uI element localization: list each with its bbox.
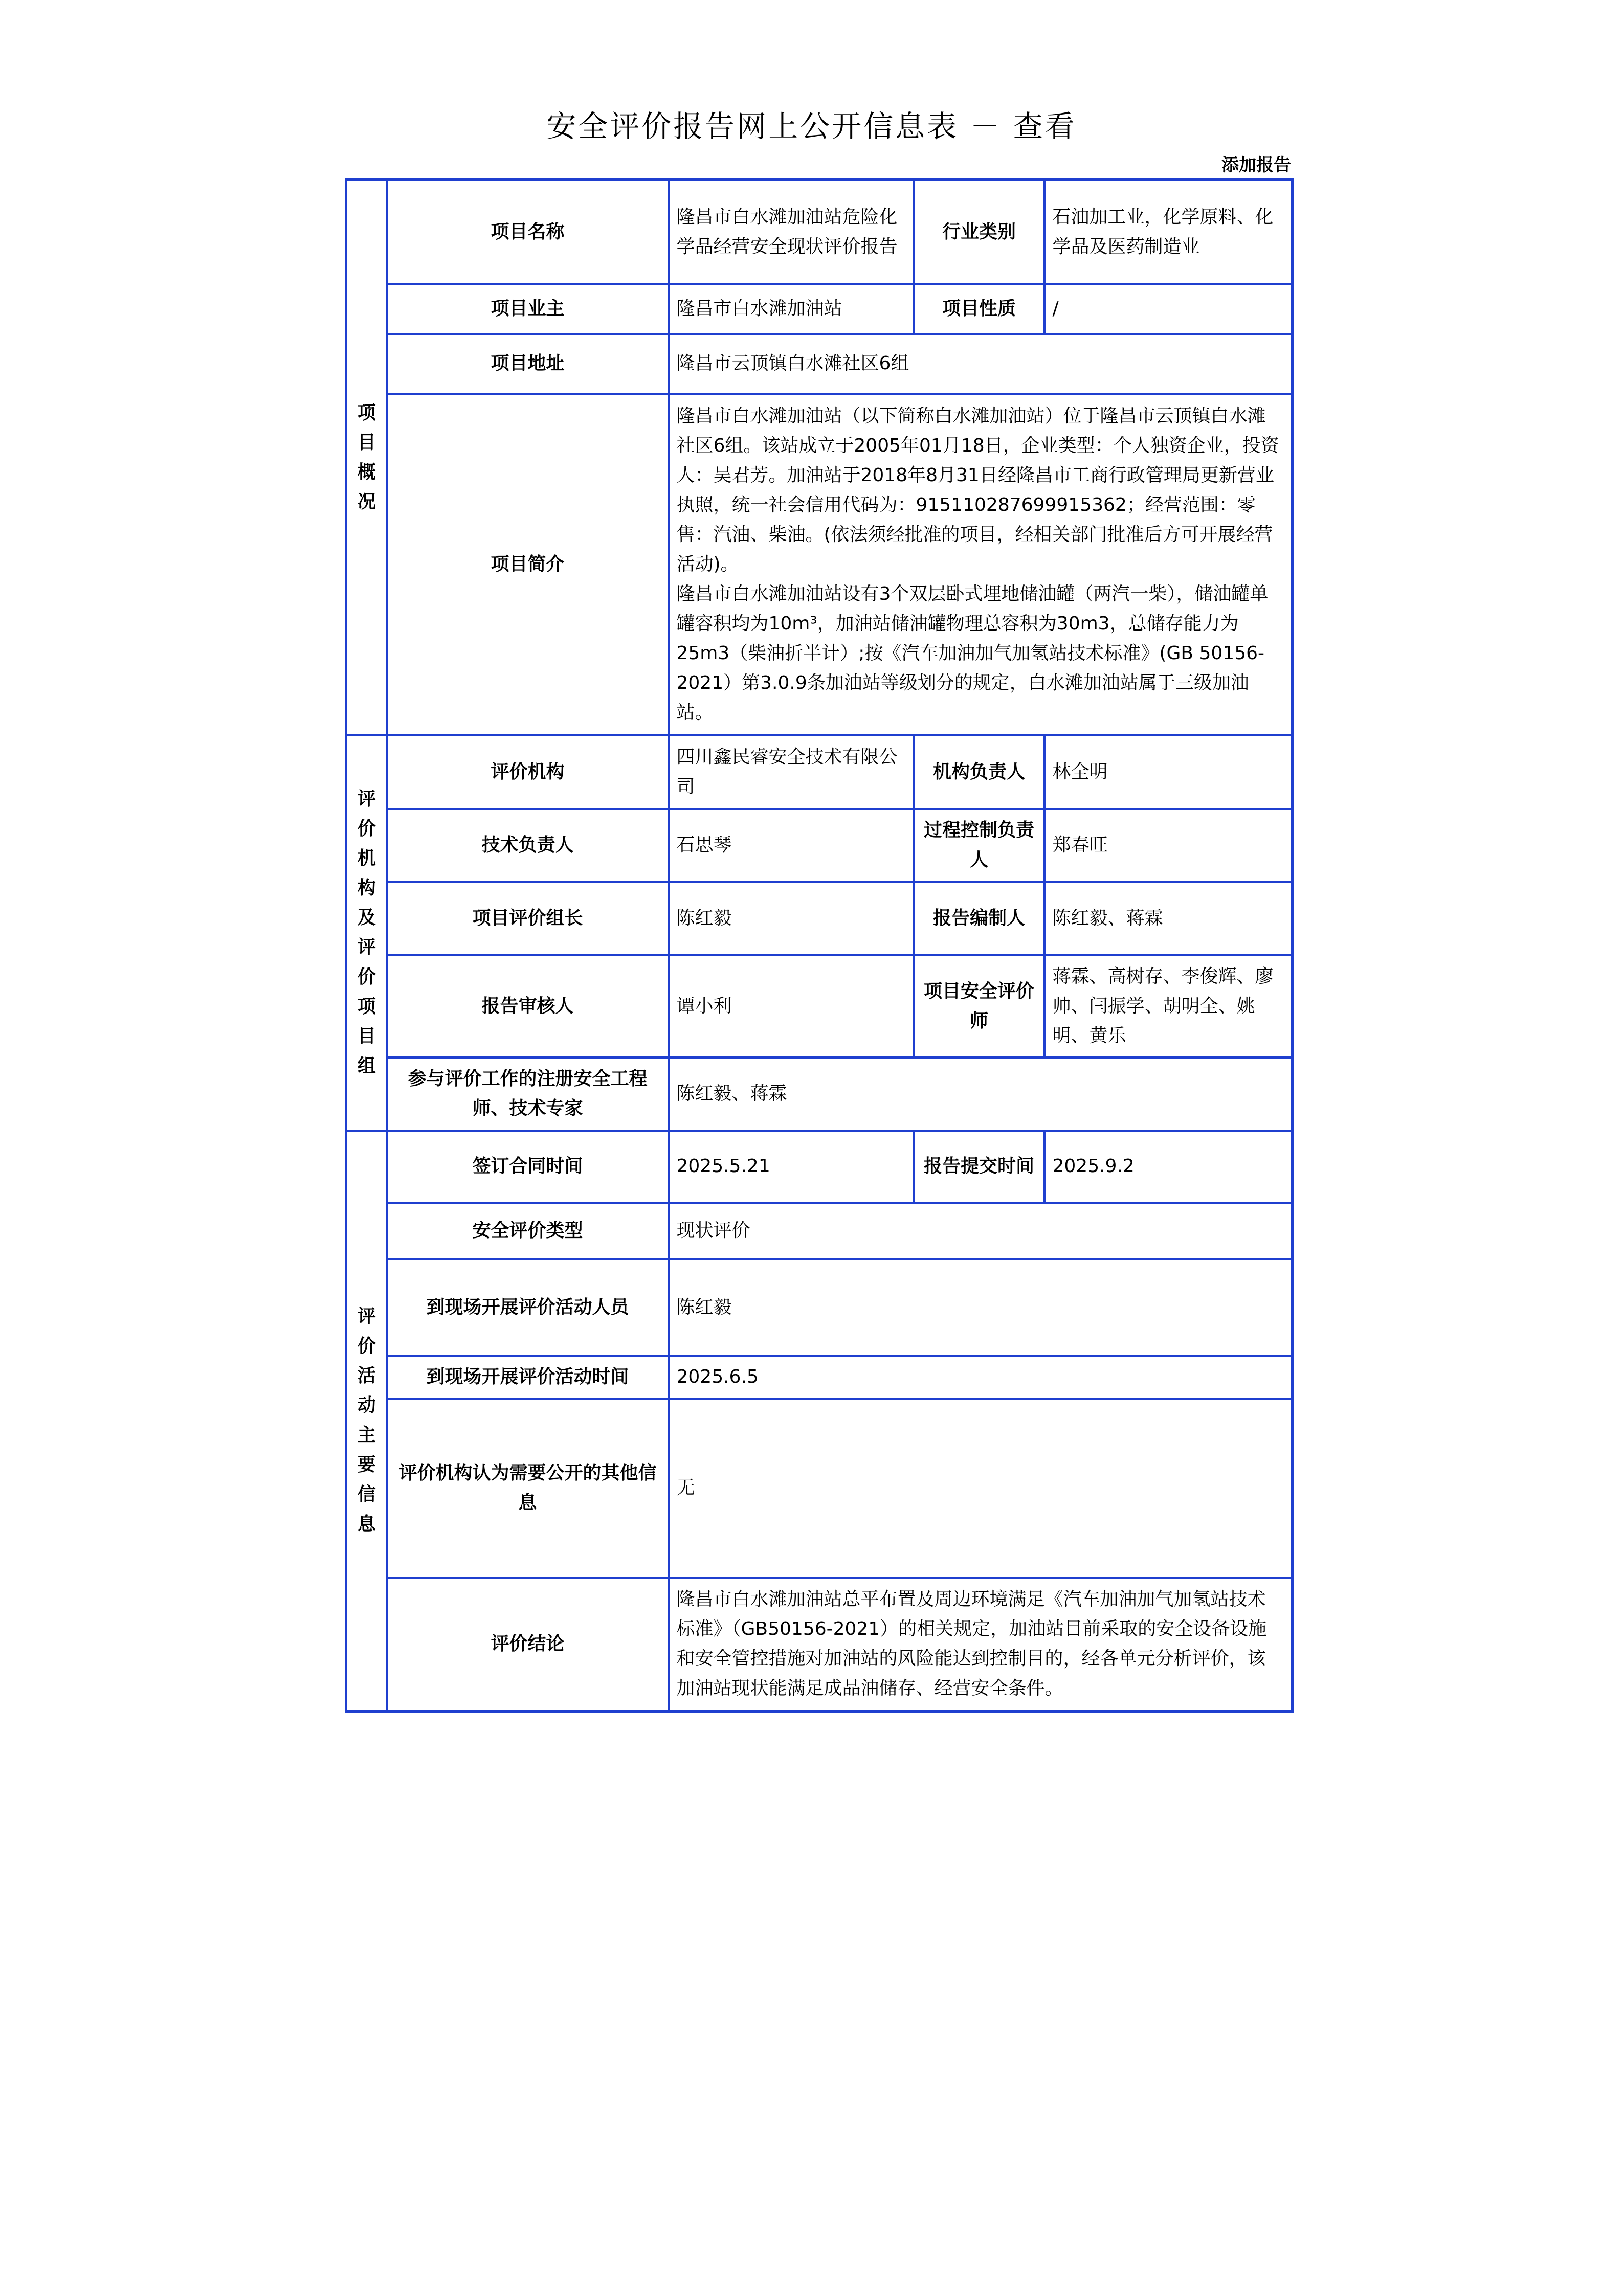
section-char: 目 — [357, 432, 376, 453]
section-char: 评 — [357, 1306, 376, 1327]
project-intro-label: 项目简介 — [387, 394, 669, 735]
tech-head-label: 技术负责人 — [387, 809, 669, 882]
section-char: 价 — [357, 1336, 376, 1357]
table-row — [346, 1356, 1293, 1399]
tech-head-value: 石思琴 — [669, 809, 914, 882]
agency-label: 评价机构 — [387, 735, 669, 809]
section-activity-label — [346, 1131, 387, 1712]
contract-date-value: 2025.5.21 — [669, 1131, 914, 1203]
team-leader-value: 陈红毅 — [669, 882, 914, 955]
submit-date-label: 报告提交时间 — [914, 1131, 1044, 1203]
team-leader-label: 项目评价组长 — [387, 882, 669, 955]
compiler-label: 报告编制人 — [914, 882, 1044, 955]
add-report-link[interactable]: 添加报告 — [1221, 155, 1291, 175]
info-table — [345, 178, 1294, 1713]
project-nature-label: 项目性质 — [914, 284, 1044, 334]
table-row — [346, 1131, 1293, 1203]
section-char: 组 — [357, 1055, 376, 1076]
process-head-value: 郑春旺 — [1044, 809, 1293, 882]
process-head-label: 过程控制负责人 — [914, 809, 1044, 882]
project-name-label: 项目名称 — [387, 180, 669, 284]
agency-head-value: 林全明 — [1044, 735, 1293, 809]
industry-value: 石油加工业，化学原料、化学品及医药制造业 — [1044, 180, 1293, 284]
section-char: 项 — [357, 996, 376, 1017]
section-org-label — [346, 735, 387, 1131]
reviewer-value: 谭小利 — [669, 955, 914, 1057]
agency-value: 四川鑫民睿安全技术有限公司 — [669, 735, 914, 809]
table-row — [346, 882, 1293, 955]
section-char: 况 — [357, 491, 376, 512]
project-name-value: 隆昌市白水滩加油站危险化学品经营安全现状评价报告 — [669, 180, 914, 284]
agency-head-label: 机构负责人 — [914, 735, 1044, 809]
table-row — [346, 735, 1293, 809]
engineers-value: 陈红毅、蒋霖 — [669, 1057, 1293, 1131]
table-row — [346, 1057, 1293, 1131]
table-row — [346, 1399, 1293, 1578]
table-row — [346, 1203, 1293, 1259]
assessors-label: 项目安全评价师 — [914, 955, 1044, 1057]
project-intro-value — [669, 394, 1293, 735]
section-char: 及 — [357, 907, 376, 928]
intro-paragraph: 隆昌市白水滩加油站（以下简称白水滩加油站）位于隆昌市云顶镇白水滩社区6组。该站成立于2005年01月18日，企业类型：个人独资企业，投资人：吴君芳。加油站于2018年8月31日经隆昌市工商行政管理局更新营业执照，统一社会信用代码为：915110287699915362；经营范围：零售：汽油、柴油。(依法须经批准的项目，经相关部门批准后方可开展经营活动)。 — [676, 405, 1279, 575]
section-char: 项 — [357, 402, 376, 423]
site-date-label: 到现场开展评价活动时间 — [387, 1356, 669, 1399]
table-row — [346, 809, 1293, 882]
contract-date-label: 签订合同时间 — [387, 1131, 669, 1203]
table-row — [346, 1259, 1293, 1356]
intro-paragraph: 隆昌市白水滩加油站设有3个双层卧式埋地储油罐（两汽一柴），储油罐单罐容积均为10m³，加油站储油罐物理总容积为30m3，总储存能力为25m3（柴油折半计）;按《汽车加油加气加氢站技术标准》(GB 50156-2021）第3.0.9条加油站等级划分的规定，白水滩加油站属于三级加油站。 — [676, 583, 1269, 723]
section-char: 评 — [357, 937, 376, 958]
site-date-value: 2025.6.5 — [669, 1356, 1293, 1399]
project-address-value: 隆昌市云顶镇白水滩社区6组 — [669, 334, 1293, 394]
site-people-label: 到现场开展评价活动人员 — [387, 1259, 669, 1356]
compiler-value: 陈红毅、蒋霖 — [1044, 882, 1293, 955]
conclusion-label: 评价结论 — [387, 1578, 669, 1712]
section-char: 信 — [357, 1484, 376, 1505]
project-owner-label: 项目业主 — [387, 284, 669, 334]
submit-date-value: 2025.9.2 — [1044, 1131, 1293, 1203]
conclusion-value: 隆昌市白水滩加油站总平布置及周边环境满足《汽车加油加气加氢站技术标准》（GB50156-2021）的相关规定，加油站目前采取的安全设备设施和安全管控措施对加油站的风险能达到控制目的，经各单元分析评价，该加油站现状能满足成品油储存、经营安全条件。 — [669, 1578, 1293, 1712]
engineers-label: 参与评价工作的注册安全工程师、技术专家 — [387, 1057, 669, 1131]
section-char: 构 — [357, 877, 376, 898]
reviewer-label: 报告审核人 — [387, 955, 669, 1057]
eval-type-label: 安全评价类型 — [387, 1203, 669, 1259]
assessors-value: 蒋霖、高树存、李俊辉、廖帅、闫振学、胡明全、姚明、黄乐 — [1044, 955, 1293, 1057]
table-row — [346, 1578, 1293, 1712]
industry-label: 行业类别 — [914, 180, 1044, 284]
section-char: 活 — [357, 1365, 376, 1387]
section-char: 动 — [357, 1395, 376, 1416]
section-char: 概 — [357, 461, 376, 483]
table-row — [346, 334, 1293, 394]
section-char: 价 — [357, 966, 376, 987]
section-char: 主 — [357, 1425, 376, 1446]
section-char: 机 — [357, 848, 376, 869]
project-address-label: 项目地址 — [387, 334, 669, 394]
section-char: 价 — [357, 818, 376, 839]
other-info-value: 无 — [669, 1399, 1293, 1578]
section-char: 息 — [357, 1514, 376, 1535]
table-row — [346, 284, 1293, 334]
other-info-label: 评价机构认为需要公开的其他信息 — [387, 1399, 669, 1578]
project-nature-value: / — [1044, 284, 1293, 334]
eval-type-value: 现状评价 — [669, 1203, 1293, 1259]
page-title: 安全评价报告网上公开信息表 － 查看 — [546, 109, 1077, 144]
table-row — [346, 394, 1293, 735]
section-char: 目 — [357, 1026, 376, 1047]
table-row — [346, 180, 1293, 284]
section-char: 评 — [357, 789, 376, 809]
section-char: 要 — [357, 1454, 376, 1476]
site-people-value: 陈红毅 — [669, 1259, 1293, 1356]
project-owner-value: 隆昌市白水滩加油站 — [669, 284, 914, 334]
section-overview-label — [346, 180, 387, 735]
table-row — [346, 955, 1293, 1057]
